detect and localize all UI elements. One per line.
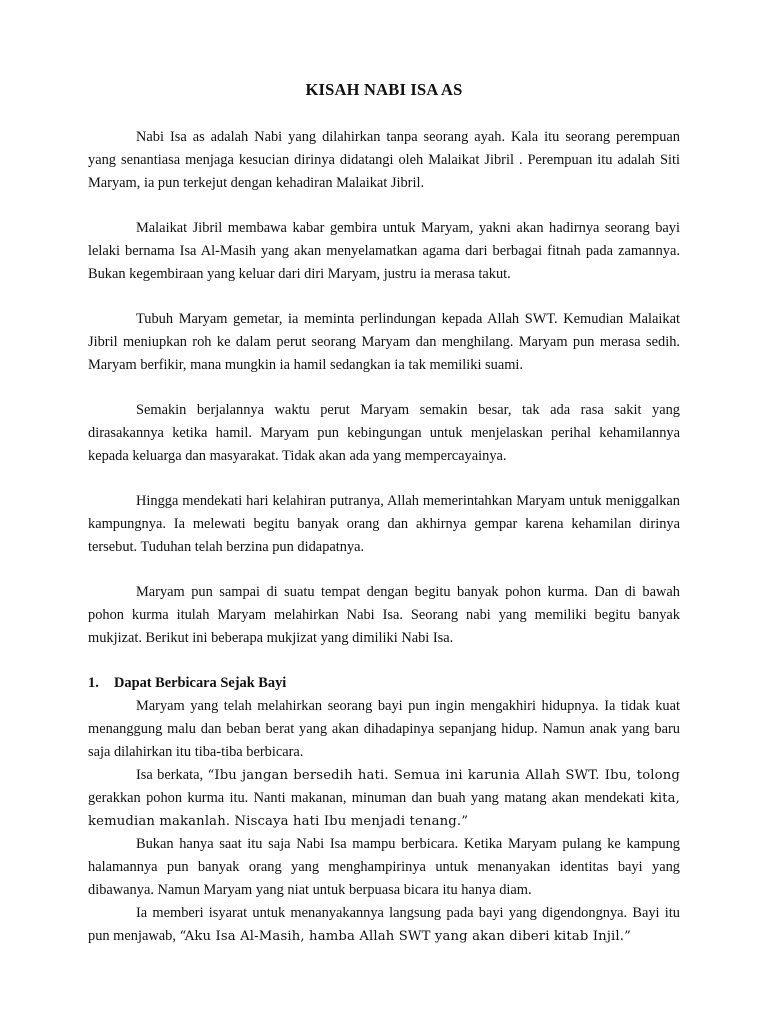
quote-intro: Isa berkata, bbox=[136, 767, 208, 783]
paragraph-4: Semakin berjalannya waktu perut Maryam semakin besar, tak ada rasa sakit yang dirasakannya ketika hamil. Maryam pun kebingungan untuk menjelaskan perihal kehamilannya kepada keluarga dan masyarakat. Tidak akan ada yang mempercayainya. bbox=[88, 402, 680, 464]
paragraph-2: Malaikat Jibril membawa kabar gembira untuk Maryam, yakni akan hadirnya seorang bayi lelaki bernama Isa Al-Masih yang akan menyelamatkan agama dari berbagai fitnah pada zamannya. Bukan kegembiraan yang keluar dari diri Maryam, justru ia merasa takut. bbox=[88, 220, 680, 282]
section-paragraph-4 bbox=[88, 902, 680, 948]
section-number: 1. bbox=[88, 675, 99, 691]
quote-middle: gerakkan pohon kurma itu. Nanti makanan, minuman dan buah yang matang akan mendekati bbox=[88, 790, 650, 806]
paragraph-3: Tubuh Maryam gemetar, ia meminta perlindungan kepada Allah SWT. Kemudian Malaikat Jibril meniupkan roh ke dalam perut seorang Maryam dan menghilang. Maryam pun merasa sedih. Maryam berfikir, mana mungkin ia hamil sedangkan ia tak memiliki suami. bbox=[88, 311, 680, 373]
section-heading bbox=[88, 672, 680, 695]
section-paragraph-3: Bukan hanya saat itu saja Nabi Isa mampu berbicara. Ketika Maryam pulang ke kampung halamannya pun banyak orang yang menghampirinya untuk menanyakan identitas bayi yang dibawanya. Namun Maryam yang niat untuk berpuasa bicara itu hanya diam. bbox=[88, 836, 680, 898]
document-page bbox=[88, 72, 680, 948]
document-title: KISAH NABI ISA AS bbox=[305, 80, 463, 99]
section-title: Dapat Berbicara Sejak Bayi bbox=[114, 675, 287, 691]
section-paragraph-2 bbox=[88, 764, 680, 833]
quote-part-a: “Ibu jangan bersedih hati. Semua ini karunia Allah SWT. Ibu, tolong bbox=[207, 768, 680, 783]
section-paragraph-1: Maryam yang telah melahirkan seorang bayi pun ingin mengakhiri hidupnya. Ia tidak kuat menanggung malu dan beban berat yang akan dihadapinya sepanjang hidup. Namun anak yang baru saja dilahirkan itu tiba-tiba berbicara. bbox=[88, 698, 680, 760]
answer-intro: Ia memberi isyarat untuk menanyakannya langsung pada bayi yang digendongnya. Bayi itu pun menjawab, bbox=[88, 905, 680, 944]
paragraph-1: Nabi Isa as adalah Nabi yang dilahirkan tanpa seorang ayah. Kala itu seorang perempuan yang senantiasa menjaga kesucian dirinya didatangi oleh Malaikat Jibril . Perempuan itu adalah Siti Maryam, ia pun terkejut dengan kehadiran Malaikat Jibril. bbox=[88, 129, 680, 191]
quote-part-b: kita, kemudian makanlah. Niscaya hati Ibu menjadi tenang.” bbox=[88, 791, 680, 829]
answer-quote: “Aku Isa Al-Masih, hamba Allah SWT yang akan diberi kitab Injil.” bbox=[179, 929, 632, 944]
paragraph-6: Maryam pun sampai di suatu tempat dengan begitu banyak pohon kurma. Dan di bawah pohon kurma itulah Maryam melahirkan Nabi Isa. Seorang nabi yang memiliki begitu banyak mukjizat. Berikut ini beberapa mukjizat yang dimiliki Nabi Isa. bbox=[88, 584, 680, 646]
paragraph-5: Hingga mendekati hari kelahiran putranya, Allah memerintahkan Maryam untuk meniggalkan kampungnya. Ia melewati begitu banyak orang dan akhirnya gempar karena kehamilan dirinya tersebut. Tuduhan telah berzina pun didapatnya. bbox=[88, 493, 680, 555]
